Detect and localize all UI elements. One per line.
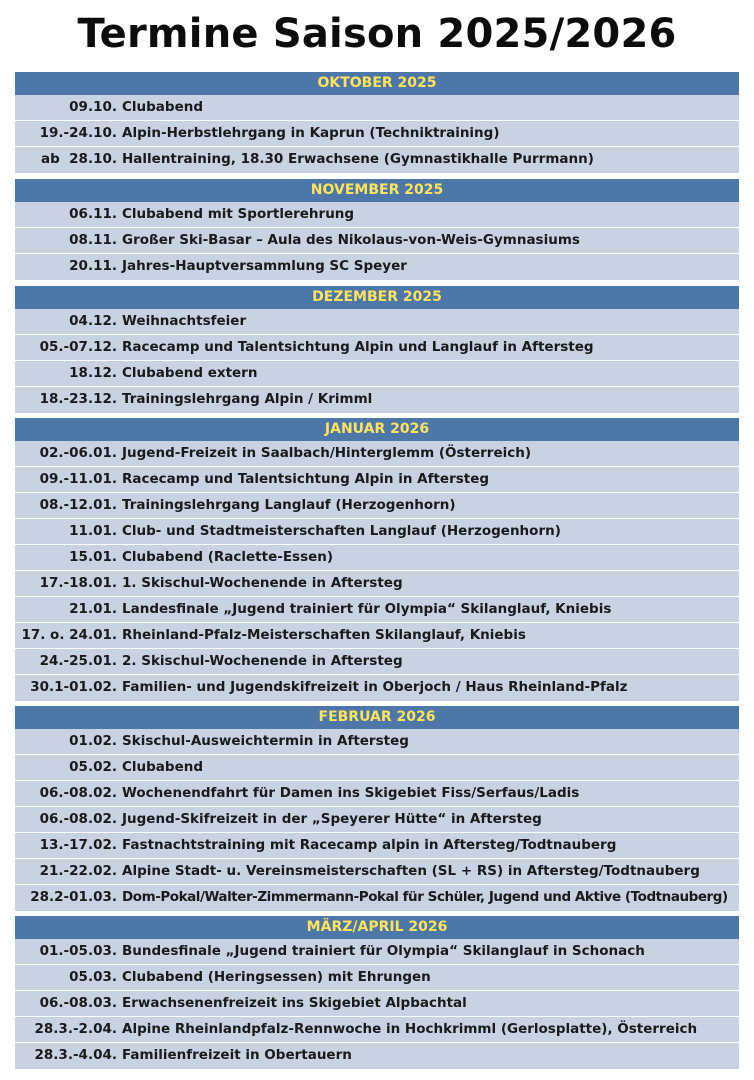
section-heading: NOVEMBER 2025 [15,179,739,202]
event-date: 11.01. [69,523,117,539]
event-description: Racecamp und Talentsichtung Alpin in Aftersteg [122,471,490,487]
event-row [15,361,739,387]
event-date: 05.03. [69,969,117,985]
event-row [15,965,739,991]
event-date: 21.-22.02. [39,863,117,879]
event-row [15,755,739,781]
event-row [15,1043,739,1069]
event-date: 28.2-01.03. [30,889,117,905]
event-description: Clubabend (Heringsessen) mit Ehrungen [122,969,431,985]
event-date: 30.1-01.02. [30,679,117,695]
event-description: Rheinland-Pfalz-Meisterschaften Skilanglauf, Kniebis [122,627,526,643]
event-date: 01.-05.03. [39,943,117,959]
event-row [15,228,739,254]
event-row [15,859,739,885]
section-februar-2026 [15,706,739,911]
event-row [15,254,739,280]
event-description: Alpine Stadt- u. Vereinsmeisterschaften (SL + RS) in Aftersteg/Todtnauberg [122,863,700,879]
event-date: 08.-12.01. [39,497,117,513]
event-row [15,675,739,701]
event-description: Clubabend [122,759,204,775]
event-date: 19.-24.10. [39,125,117,141]
event-description: Clubabend extern [122,365,258,381]
event-description: Clubabend mit Sportlerehrung [122,206,355,222]
event-row [15,545,739,571]
event-row [15,649,739,675]
event-description: Landesfinale „Jugend trainiert für Olympia“ Skilanglauf, Kniebis [122,601,612,617]
event-date: 08.11. [69,232,117,248]
event-description: Dom-Pokal/Walter-Zimmermann-Pokal für Schüler, Jugend und Aktive (Todtnauberg) [122,889,728,905]
event-row [15,335,739,361]
event-date: 04.12. [69,313,117,329]
event-row [15,493,739,519]
event-description: Großer Ski-Basar – Aula des Nikolaus-von-Weis-Gymnasiums [122,232,580,248]
event-description: Clubabend [122,99,204,115]
event-row [15,623,739,649]
event-row [15,939,739,965]
section-heading: OKTOBER 2025 [15,72,739,95]
event-description: Trainingslehrgang Langlauf (Herzogenhorn) [122,497,456,513]
event-date: 17. o. 24.01. [21,627,117,643]
event-row [15,309,739,335]
event-date: 09.10. [69,99,117,115]
event-description: Racecamp und Talentsichtung Alpin und Langlauf in Aftersteg [122,339,594,355]
section-heading: FEBRUAR 2026 [15,706,739,729]
section-heading: JANUAR 2026 [15,418,739,441]
event-description: Wochenendfahrt für Damen ins Skigebiet Fiss/Serfaus/Ladis [122,785,580,801]
event-row [15,597,739,623]
section-november-2025 [15,179,739,280]
event-date: 20.11. [69,258,117,274]
event-date: 28.3.-4.04. [34,1047,117,1063]
event-row [15,991,739,1017]
section-heading: DEZEMBER 2025 [15,286,739,309]
section-heading: MÄRZ/APRIL 2026 [15,916,739,939]
event-date: 06.-08.02. [39,785,117,801]
event-description: Alpin-Herbstlehrgang in Kaprun (Techniktraining) [122,125,500,141]
event-row [15,147,739,173]
event-row [15,807,739,833]
event-description: 2. Skischul-Wochenende in Aftersteg [122,653,403,669]
event-description: Skischul-Ausweichtermin in Aftersteg [122,733,409,749]
event-row [15,885,739,911]
event-row [15,467,739,493]
event-description: Familien- und Jugendskifreizeit in Oberjoch / Haus Rheinland-Pfalz [122,679,628,695]
event-date: ab 28.10. [40,151,117,167]
event-row [15,781,739,807]
event-row [15,1017,739,1043]
event-description: Erwachsenenfreizeit ins Skigebiet Alpbachtal [122,995,467,1011]
event-date: 05.02. [69,759,117,775]
event-row [15,121,739,147]
event-date: 02.-06.01. [39,445,117,461]
event-date: 21.01. [69,601,117,617]
event-description: Hallentraining, 18.30 Erwachsene (Gymnastikhalle Purrmann) [122,151,594,167]
event-description: Alpine Rheinlandpfalz-Rennwoche in Hochkrimml (Gerlosplatte), Österreich [122,1021,698,1037]
event-description: Clubabend (Raclette-Essen) [122,549,334,565]
event-date: 17.-18.01. [39,575,117,591]
event-description: Fastnachtstraining mit Racecamp alpin in Aftersteg/Todtnauberg [122,837,617,853]
section-oktober-2025 [15,72,739,173]
event-date: 15.01. [69,549,117,565]
event-description: Bundesfinale „Jugend trainiert für Olympia“ Skilanglauf in Schonach [122,943,645,959]
event-date: 01.02. [69,733,117,749]
event-date: 13.-17.02. [39,837,117,853]
event-row [15,387,739,413]
event-description: Jugend-Skifreizeit in der „Speyerer Hütte“ in Aftersteg [122,811,542,827]
event-description: Club- und Stadtmeisterschaften Langlauf (Herzogenhorn) [122,523,561,539]
event-date: 24.-25.01. [39,653,117,669]
section-maerz-april-2026 [15,916,739,1069]
event-row [15,519,739,545]
section-januar-2026 [15,418,739,701]
event-date: 06.11. [69,206,117,222]
page-title: Termine Saison 2025/2026 [77,11,677,57]
event-description: Trainingslehrgang Alpin / Krimml [122,391,373,407]
event-row [15,571,739,597]
event-row [15,441,739,467]
event-date: 06.-08.03. [39,995,117,1011]
event-date: 05.-07.12. [39,339,117,355]
event-description: 1. Skischul-Wochenende in Aftersteg [122,575,403,591]
event-date: 18.-23.12. [39,391,117,407]
event-date: 09.-11.01. [39,471,117,487]
event-date: 06.-08.02. [39,811,117,827]
event-description: Familienfreizeit in Obertauern [122,1047,352,1063]
event-description: Weihnachtsfeier [122,313,247,329]
event-row [15,95,739,121]
event-description: Jahres-Hauptversammlung SC Speyer [122,258,407,274]
event-row [15,729,739,755]
event-date: 28.3.-2.04. [34,1021,117,1037]
event-row [15,833,739,859]
event-description: Jugend-Freizeit in Saalbach/Hinterglemm (Österreich) [122,445,532,461]
event-date: 18.12. [69,365,117,381]
event-row [15,202,739,228]
section-dezember-2025 [15,286,739,413]
